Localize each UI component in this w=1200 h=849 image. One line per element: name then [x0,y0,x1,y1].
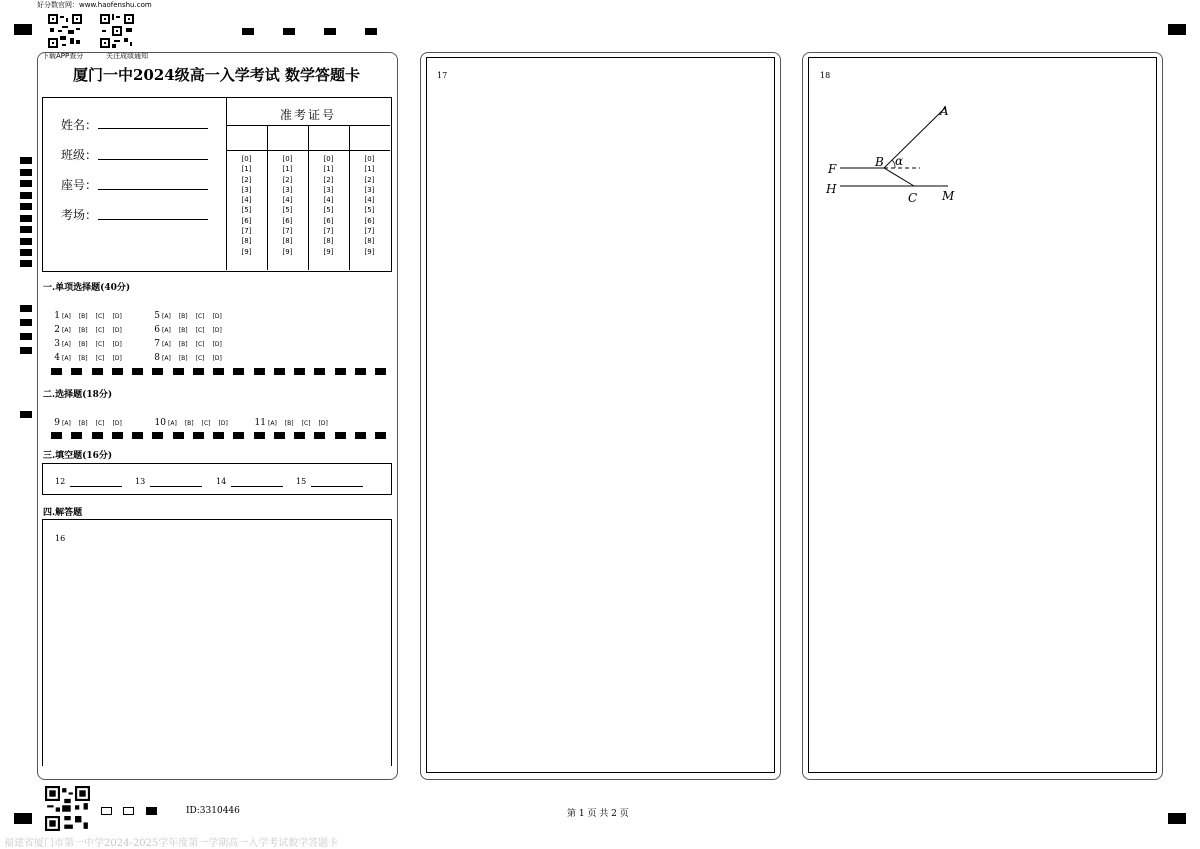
digit-column[interactable]: [0] [1] [2] [3] [4] [5] [6] [7] [8] [9] [323,155,334,256]
page-number: 第 1 页 共 2 页 [567,809,629,819]
choice-row[interactable]: 4 [A] [B] [C] [D] [54,353,122,363]
timing-mark [20,203,32,210]
corner-mark [14,24,32,35]
room-label: 考场： [61,208,98,222]
status-box-filled [146,807,157,815]
section3-title: 三.填空题(16分) [43,451,113,461]
blank-number: 14 [216,477,227,486]
angle-label: α [895,154,904,168]
blank-12-field[interactable] [70,477,122,487]
name-label: 姓名： [61,118,98,132]
point-label: B [875,155,884,169]
timing-mark [283,28,295,35]
notify-qr-code [100,14,134,48]
site-url: 好分数官网：www.haofenshu.com [37,1,152,9]
name-field[interactable] [98,116,208,129]
question-number-17: 17 [437,71,448,80]
timing-mark [20,226,32,233]
point-label: M [942,189,955,203]
seat-field[interactable] [98,176,208,190]
timing-mark [324,28,336,35]
timing-mark [242,28,254,35]
choice-row[interactable]: 8 [A] [B] [C] [D] [154,353,222,363]
choice-row[interactable]: 1 [A] [B] [C] [D] [54,311,122,321]
blank-14-field[interactable] [231,477,283,487]
class-label: 班级： [61,148,98,162]
watermark: 福建省厦门市第一中学2024-2025学年度第一学期高一入学考试数学答题卡 [4,838,339,849]
status-box [123,807,134,815]
answer-area-17[interactable] [426,57,775,773]
question-number-18: 18 [820,71,831,80]
choice-row[interactable]: 11 [A] [B] [C] [D] [254,418,328,428]
card-title: 厦门一中2024级高一入学考试 数学答题卡 [73,66,360,84]
section2-title: 二.选择题(18分) [43,390,113,400]
timing-mark [20,192,32,199]
blank-number: 15 [296,477,307,486]
point-label: H [826,182,837,196]
section1-title: 一.单项选择题(40分) [43,283,131,293]
corner-mark [1168,813,1186,824]
choice-row[interactable]: 7 [A] [B] [C] [D] [154,339,222,349]
qr-caption-app: 下载APP查分 [42,52,84,60]
card-qr-code [45,786,90,831]
choice-row[interactable]: 3 [A] [B] [C] [D] [54,339,122,349]
point-label: C [908,191,918,205]
answer-area-16[interactable] [42,519,392,766]
timing-mark [20,157,32,164]
timing-mark [20,180,32,187]
class-field[interactable] [98,146,208,160]
choice-row[interactable]: 5 [A] [B] [C] [D] [154,311,222,321]
timing-mark [20,411,32,418]
digit-column[interactable]: [0] [1] [2] [3] [4] [5] [6] [7] [8] [9] [364,155,375,256]
digit-column[interactable]: [0] [1] [2] [3] [4] [5] [6] [7] [8] [9] [241,155,252,256]
timing-mark [20,169,32,176]
admission-label: 准考证号 [279,108,336,122]
timing-mark [20,238,32,245]
timing-mark [20,333,32,340]
choice-row[interactable]: 2 [A] [B] [C] [D] [54,325,122,335]
timing-mark [20,305,32,312]
card-id: ID:3310446 [186,806,240,816]
choice-row[interactable]: 9 [A] [B] [C] [D] [54,418,122,428]
timing-mark [20,319,32,326]
section4-title: 四.解答题 [43,508,83,518]
corner-mark [14,813,32,824]
question-number-16: 16 [55,534,66,543]
status-box [101,807,112,815]
separator-marks [51,368,386,376]
choice-row[interactable]: 10 [A] [B] [C] [D] [154,418,228,428]
blank-number: 12 [55,477,66,486]
timing-mark [20,347,32,354]
timing-mark [20,215,32,222]
room-field[interactable] [98,206,208,220]
blank-15-field[interactable] [311,477,363,487]
choice-row[interactable]: 6 [A] [B] [C] [D] [154,325,222,335]
blank-13-field[interactable] [150,477,202,487]
blank-number: 13 [135,477,146,486]
timing-mark [365,28,377,35]
timing-mark [20,260,32,267]
corner-mark [1168,24,1186,35]
app-qr-code [48,14,82,48]
point-label: F [828,162,837,176]
separator-marks [51,432,386,440]
digit-column[interactable]: [0] [1] [2] [3] [4] [5] [6] [7] [8] [9] [282,155,293,256]
seat-label: 座号： [61,178,98,192]
timing-mark [20,249,32,256]
qr-caption-notify: 关注成绩通知 [106,52,148,60]
point-label: A [940,104,949,118]
geometry-figure [822,100,962,210]
